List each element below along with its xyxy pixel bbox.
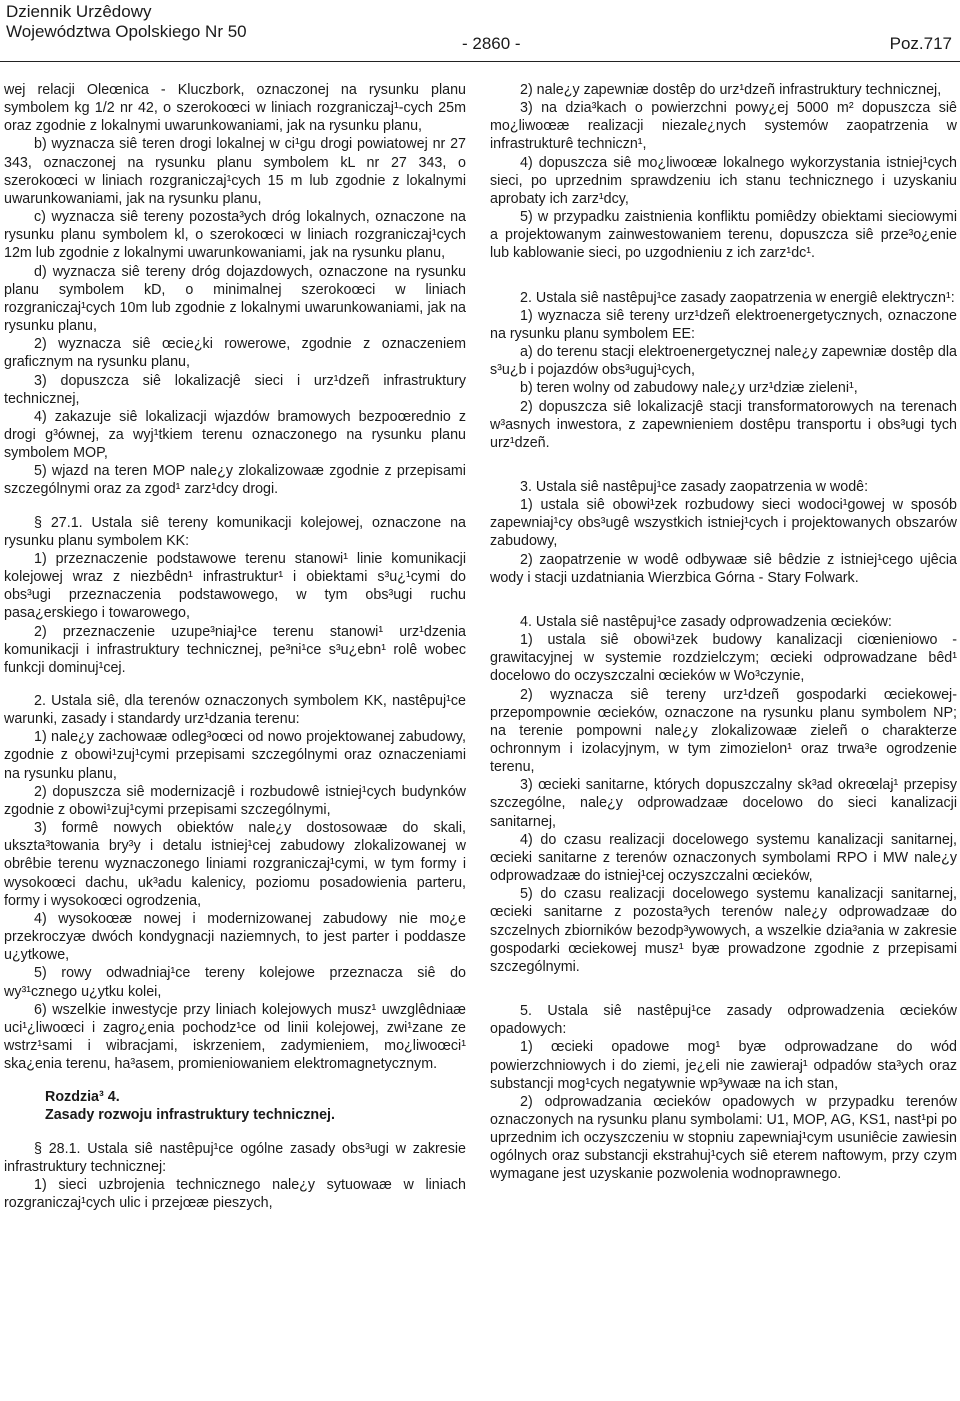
paragraph: 2) zaopatrzenie w wodê odbywaæ siê bêdzie z istniej¹cego ujêcia wody i stacji uzdatniania Wierzbica Górna - Stary Folwark.	[490, 551, 957, 586]
section-paragraph: 3. Ustala siê nastêpuj¹ce zasady zaopatrzenia w wodê:	[520, 478, 869, 495]
page-header	[0, 0, 960, 70]
paragraph: 3) œcieki sanitarne, których dopuszczalny sk³ad okreœlaj¹ przepisy szczególne, nale¿y odprowadzaæ docelowo do sieci kanalizacji sanitarnej,	[490, 777, 957, 830]
section-paragraph: 5. Ustala siê nastêpuj¹ce zasady odprowadzenia œcieków opadowych:	[490, 1003, 957, 1038]
section-paragraph: § 28.1. Ustala siê nastêpuj¹ce ogólne zasady obs³ugi w zakresie infrastruktury technicznej:	[4, 1140, 466, 1175]
paragraph: b) wyznacza siê teren drogi lokalnej w ci¹gu drogi powiatowej nr 27 343, oznaczonej na rysunku planu symbolem kL nr 27 343, o szerokoœci w liniach rozgraniczaj¹cych 15 m lub zgodnie z lokalnymi uwarunkowaniami, jak na rysunku planu,	[4, 136, 466, 207]
paragraph: d) wyznacza siê tereny dróg dojazdowych, oznaczone na rysunku planu symbolem kD, o minimalnej szerokoœci w liniach rozgraniczaj¹cych 10m lub zgodnie z lokalnymi uwarunkowaniami, jak na rysunku planu,	[4, 263, 466, 335]
paragraph: wej relacji Oleœnica - Kluczbork, oznaczonej na rysunku planu symbolem kg 1/2 nr 42, o szerokoœci w liniach rozgraniczaj¹-cych 25m oraz zgodnie z lokalnymi uwarunkowaniami, jak na rysunku planu,	[4, 82, 466, 135]
left-column	[4, 81, 466, 1212]
paragraph: 2) dopuszcza siê modernizacjê i rozbudowê istniej¹cych budynków zgodnie z obowi¹zuj¹cymi przepisami szczególnymi,	[4, 783, 466, 818]
section-paragraph: 4. Ustala siê nastêpuj¹ce zasady odprowadzenia œcieków:	[520, 613, 892, 630]
paragraph: 5) wjazd na teren MOP nale¿y zlokalizowaæ zgodnie z przepisami szczególnymi oraz za zgod¹ zarz¹dcy drogi.	[4, 463, 466, 498]
paragraph: 2) odprowadzania œcieków opadowych w przypadku terenów oznaczonych na rysunku planu symbolami: U1, MOP, AG, KS1, nast¹pi po uprzednim ich oczyszczeniu w stopniu zapewniaj¹cym usuniêcie zawiesin ogólnych oraz substancji ekstrahuj¹cych siê eterem naftowym, przy czym wymagane jest uzyskanie pozwolenia wodnoprawnego.	[490, 1093, 958, 1183]
paragraph: 2) dopuszcza siê lokalizacjê stacji transformatorowych na terenach w³asnych inwestora, z zapewnieniem dostêpu transportu i obs³ugi tych urz¹dzeñ.	[490, 398, 957, 451]
paragraph: 2) nale¿y zapewniæ dostêp do urz¹dzeñ infrastruktury technicznej,	[520, 82, 942, 98]
paragraph: c) wyznacza siê tereny pozosta³ych dróg lokalnych, oznaczone na rysunku planu symbolem kl, o szerokoœci w liniach rozgraniczaj¹cych 12m lub zgodnie z lokalnymi uwarunkowaniami, jak na rysunku planu,	[4, 209, 466, 262]
journal-heading	[6, 2, 247, 42]
paragraph: 4) zakazuje siê lokalizacji wjazdów bramowych bezpoœrednio z drogi g³ównej, za wyj¹tkiem terenu oznaczonego na rysunku planu symbolem MOP,	[4, 408, 466, 462]
paragraph: 2) wyznacza siê œcie¿ki rowerowe, zgodnie z oznaczeniem graficznym na rysunku planu,	[4, 336, 466, 371]
paragraph: 4) dopuszcza siê mo¿liwoœæ lokalnego wykorzystania istniej¹cych sieci, po uprzednim sprawdzeniu ich stanu technicznego i uzyskaniu aprobaty ich zarz¹dcy,	[490, 154, 957, 207]
paragraph: a) do terenu stacji elektroenergetycznej nale¿y zapewniæ dostêp dla s³u¿b i pojazdów obs³uguj¹cych,	[490, 344, 957, 379]
paragraph: 1) nale¿y zachowaæ odleg³oœci od nowo projektowanej zabudowy, zgodnie z obowi¹zuj¹cymi przepisami szczególnymi oraz oznaczeniami na rysunku planu,	[4, 729, 466, 782]
paragraph: 5) rowy odwadniaj¹ce tereny kolejowe przeznacza siê do wy³¹cznego u¿ytku kolei,	[4, 965, 466, 1000]
paragraph: 6) wszelkie inwestycje przy liniach kolejowych musz¹ uwzglêdniaæ uci¹¿liwoœci i zagro¿enia pochodz¹ce od linii kolejowej, zwi¹zane ze wstrz¹sami i wibracjami, iskrzeniem, zadymieniem, mo¿liwoœci¹ ska¿enia terenu, ha³asem, promieniowaniem elektromagnetycznym.	[4, 1001, 466, 1073]
paragraph: b) teren wolny od zabudowy nale¿y urz¹dziæ zieleni¹,	[520, 380, 858, 397]
paragraph: 1) przeznaczenie podstawowe terenu stanowi¹ linie komunikacji kolejowej wraz z niezbêdn¹ infrastruktur¹ i obiektami s³u¿¹cymi do obs³ugi przeznaczenia podstawowego, w tym obs³ugi ruchu pasa¿erskiego i towarowego,	[4, 550, 466, 622]
section-paragraph: 2. Ustala siê nastêpuj¹ce zasady zaopatrzenia w energiê elektryczn¹:	[520, 289, 955, 306]
position-number: Poz.717	[889, 34, 952, 53]
chapter-title: Zasady rozwoju infrastruktury technicznej.	[45, 1107, 335, 1124]
paragraph: 4) wysokoœæ nowej i modernizowanej zabudowy nie mo¿e przekroczyæ dwóch kondygnacji naziemnych, to jest parter i poddasze u¿ytkowe,	[4, 910, 466, 964]
section-paragraph: § 27.1. Ustala siê tereny komunikacji kolejowej, oznaczone na rysunku planu symbolem KK:	[4, 514, 466, 549]
right-column	[490, 81, 957, 1184]
page-number: - 2860 -	[462, 34, 521, 53]
paragraph: 1) œcieki opadowe mog¹ byæ odprowadzane do wód powierzchniowych i do ziemi, je¿eli nie zawieraj¹ odpadów sta³ych oraz substancji mog¹cych negatywnie wp³ywaæ na ich stan,	[490, 1039, 957, 1092]
paragraph: 3) na dzia³kach o powierzchni powy¿ej 5000 m² dopuszcza siê mo¿liwoœæ realizacji niezale¿nych systemów zaopatrzenia w infrastrukturê techniczn¹,	[490, 100, 957, 153]
paragraph: 2) wyznacza siê tereny urz¹dzeñ gospodarki œciekowej-przepompownie œcieków, oznaczone na rysunku planu symbolem NP; na terenie pompowni nale¿y zlokalizowaæ zieleñ o charakterze ochronnym i izolacyjnym, w tym zimozielon¹ oraz trwa³e ogrodzenie terenu,	[490, 686, 957, 776]
paragraph: 2) przeznaczenie uzupe³niaj¹ce terenu stanowi¹ urz¹dzenia komunikacji i infrastruktury technicznej, pe³ni¹ce s³u¿ebn¹ rolê wobec funkcji dominuj¹cej.	[4, 623, 466, 676]
paragraph: 5) w przypadku zaistnienia konfliktu pomiêdzy obiektami sieciowymi a projektowanym zainwestowaniem terenu, dopuszcza siê prze³o¿enie lub kablowanie sieci, po uzgodnieniu z ich zarz¹dc¹.	[490, 209, 957, 262]
section-paragraph: 2. Ustala siê, dla terenów oznaczonych symbolem KK, nastêpuj¹ce warunki, zasady i standardy urz¹dzania terenu:	[4, 693, 466, 728]
paragraph: 3) formê nowych obiektów nale¿y dostosowaæ do skali, ukszta³towania bry³y i detalu istniej¹cej zabudowy zlokalizowanej w obrêbie terenu wyznaczonego liniami rozgraniczaj¹cymi, w tym formy i wysokoœci dachu, uk³adu kalenicy, poziomu posadowienia parteru, formy i wysokoœci ogrodzenia,	[4, 820, 466, 909]
paragraph: 1) sieci uzbrojenia technicznego nale¿y sytuowaæ w liniach rozgraniczaj¹cych ulic i przejœæ pieszych,	[4, 1176, 466, 1212]
paragraph: 1) ustala siê obowi¹zek budowy kanalizacji ciœnieniowo - grawitacyjnej w systemie rozdzielczym; œcieki odprowadzane bêd¹ docelowo do oczyszczalni œcieków w Wo³czynie,	[490, 632, 957, 685]
journal-title: Dziennik Urzêdowy	[6, 2, 152, 21]
paragraph: 3) dopuszcza siê lokalizacjê sieci i urz¹dzeñ infrastruktury technicznej,	[4, 372, 466, 407]
header-divider	[0, 61, 960, 62]
paragraph: 4) do czasu realizacji docelowego systemu kanalizacji sanitarnej, œcieki sanitarne z terenów oznaczonych symbolami RPO i MW nale¿y odprowadzaæ do istniej¹cej oczyszczalni œcieków,	[490, 831, 957, 885]
paragraph: 1) wyznacza siê tereny urz¹dzeñ elektroenergetycznych, oznaczone na rysunku planu symbolem EE:	[490, 307, 957, 342]
paragraph: 1) ustala siê obowi¹zek rozbudowy sieci wodoci¹gowej w sposób zapewniaj¹cy obs³ugê wszystkich istniej¹cych i projektowanych obszarów zabudowy,	[490, 497, 957, 550]
journal-issue: Województwa Opolskiego Nr 50	[6, 22, 247, 41]
chapter-heading: Rozdzia³ 4.	[45, 1089, 120, 1106]
paragraph: 5) do czasu realizacji docelowego systemu kanalizacji sanitarnej, œcieki sanitarne z pozosta³ych terenów nale¿y odprowadzaæ do szczelnych zbiorników bezodp³ywowych, a wszelkie dzia³ania w zakresie gospodarki œciekowej musz¹ byæ prowadzone zgodnie z przepisami szczególnymi.	[490, 886, 957, 975]
